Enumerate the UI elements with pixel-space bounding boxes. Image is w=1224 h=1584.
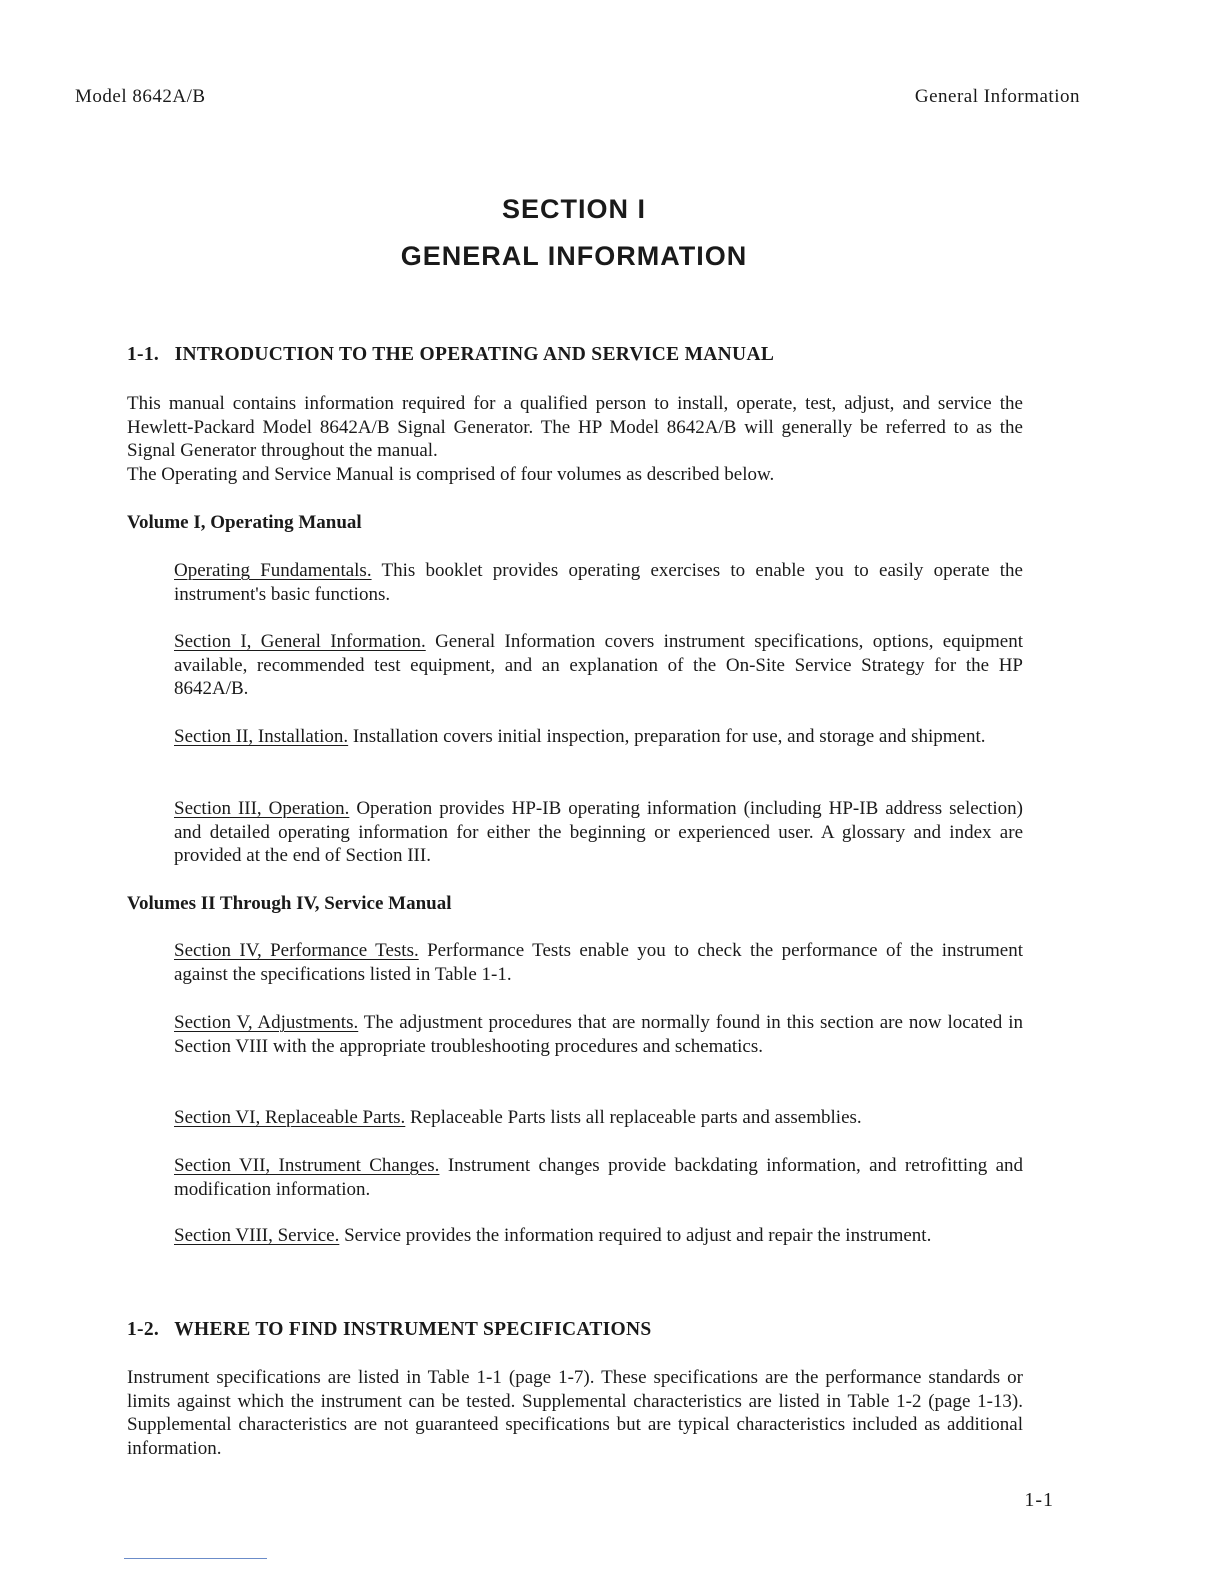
entry-text: Instrument changes provide backdating information, and retrofitting and modification information.	[174, 1155, 1024, 1200]
entry-text: Operation provides HP-IB operating information (including HP-IB address selection) and detailed operating information for either the beginning or experienced user. A glossary and index are provided at the end of Section III.	[174, 798, 1024, 866]
header-model: Model 8642A/B	[75, 86, 206, 107]
section-title: GENERAL INFORMATION	[400, 241, 748, 271]
entry-text: General Information covers instrument specifications, options, equipment available, recommended test equipment, and an explanation of the On-Site Service Strategy for the HP 8642A/B.	[174, 631, 1023, 699]
page-number: 1-1	[1024, 1489, 1054, 1511]
entry-section-2	[174, 725, 1023, 749]
entry-title: Section VII, Instrument Changes.	[174, 1155, 440, 1176]
section-number: SECTION I	[501, 194, 646, 224]
entry-section-4	[174, 939, 1023, 986]
entry-section-8	[174, 1224, 1023, 1248]
header-section-name: General Information	[914, 86, 1080, 107]
entry-text: Performance Tests enable you to check the performance of the instrument against the specifications listed in Table 1-1.	[174, 940, 1023, 985]
entry-text: Replaceable Parts lists all replaceable parts and assemblies.	[410, 1107, 862, 1128]
entry-title: Section II, Installation.	[174, 726, 349, 747]
entry-section-7	[174, 1154, 1023, 1201]
entry-title: Section V, Adjustments.	[174, 1012, 359, 1033]
intro-paragraph-2: The Operating and Service Manual is comprised of four volumes as described below.	[127, 464, 775, 485]
entry-title: Section III, Operation.	[174, 798, 350, 819]
entry-title: Section IV, Performance Tests.	[174, 940, 419, 961]
entry-text: Service provides the information required to adjust and repair the instrument.	[344, 1225, 932, 1246]
specifications-paragraph: Instrument specifications are listed in Table 1-1 (page 1-7). These specifications are the performance standards or limits against which the instrument can be tested. Supplemental characteristics are listed in Table 1-2 (page 1-13). Supplemental characteristics are not guaranteed specifications but are typical characteristics included as additional information.	[127, 1367, 1023, 1459]
volume-2-4-heading: Volumes II Through IV, Service Manual	[127, 893, 452, 914]
entry-title: Section VIII, Service.	[174, 1225, 340, 1246]
intro-paragraph: This manual contains information required for a qualified person to install, operate, test, adjust, and service the Hewlett-Packard Model 8642A/B Signal Generator. The HP Model 8642A/B will generally be referred to as the Signal Generator throughout the manual.	[127, 393, 1023, 461]
entry-section-6	[174, 1106, 1023, 1130]
heading-1-1: 1-1. INTRODUCTION TO THE OPERATING AND SERVICE MANUAL	[127, 344, 775, 365]
entry-text: This booklet provides operating exercises to enable you to easily operate the instrument's basic functions.	[174, 560, 1023, 605]
heading-1-2: 1-2. WHERE TO FIND INSTRUMENT SPECIFICATIONS	[127, 1319, 652, 1340]
entry-title: Operating Fundamentals.	[174, 560, 372, 581]
entry-operating-fundamentals	[174, 559, 1023, 606]
entry-section-1	[174, 630, 1023, 701]
entry-title: Section I, General Information.	[174, 631, 426, 652]
entry-section-5	[174, 1011, 1023, 1058]
volume-1-heading: Volume I, Operating Manual	[127, 512, 362, 533]
footer-divider	[124, 1558, 267, 1559]
entry-title: Section VI, Replaceable Parts.	[174, 1107, 406, 1128]
entry-text: The adjustment procedures that are normally found in this section are now located in Section VIII with the appropriate troubleshooting procedures and schematics.	[174, 1012, 1023, 1057]
entry-section-3	[174, 797, 1023, 868]
entry-text: Installation covers initial inspection, preparation for use, and storage and shipment.	[352, 726, 986, 747]
